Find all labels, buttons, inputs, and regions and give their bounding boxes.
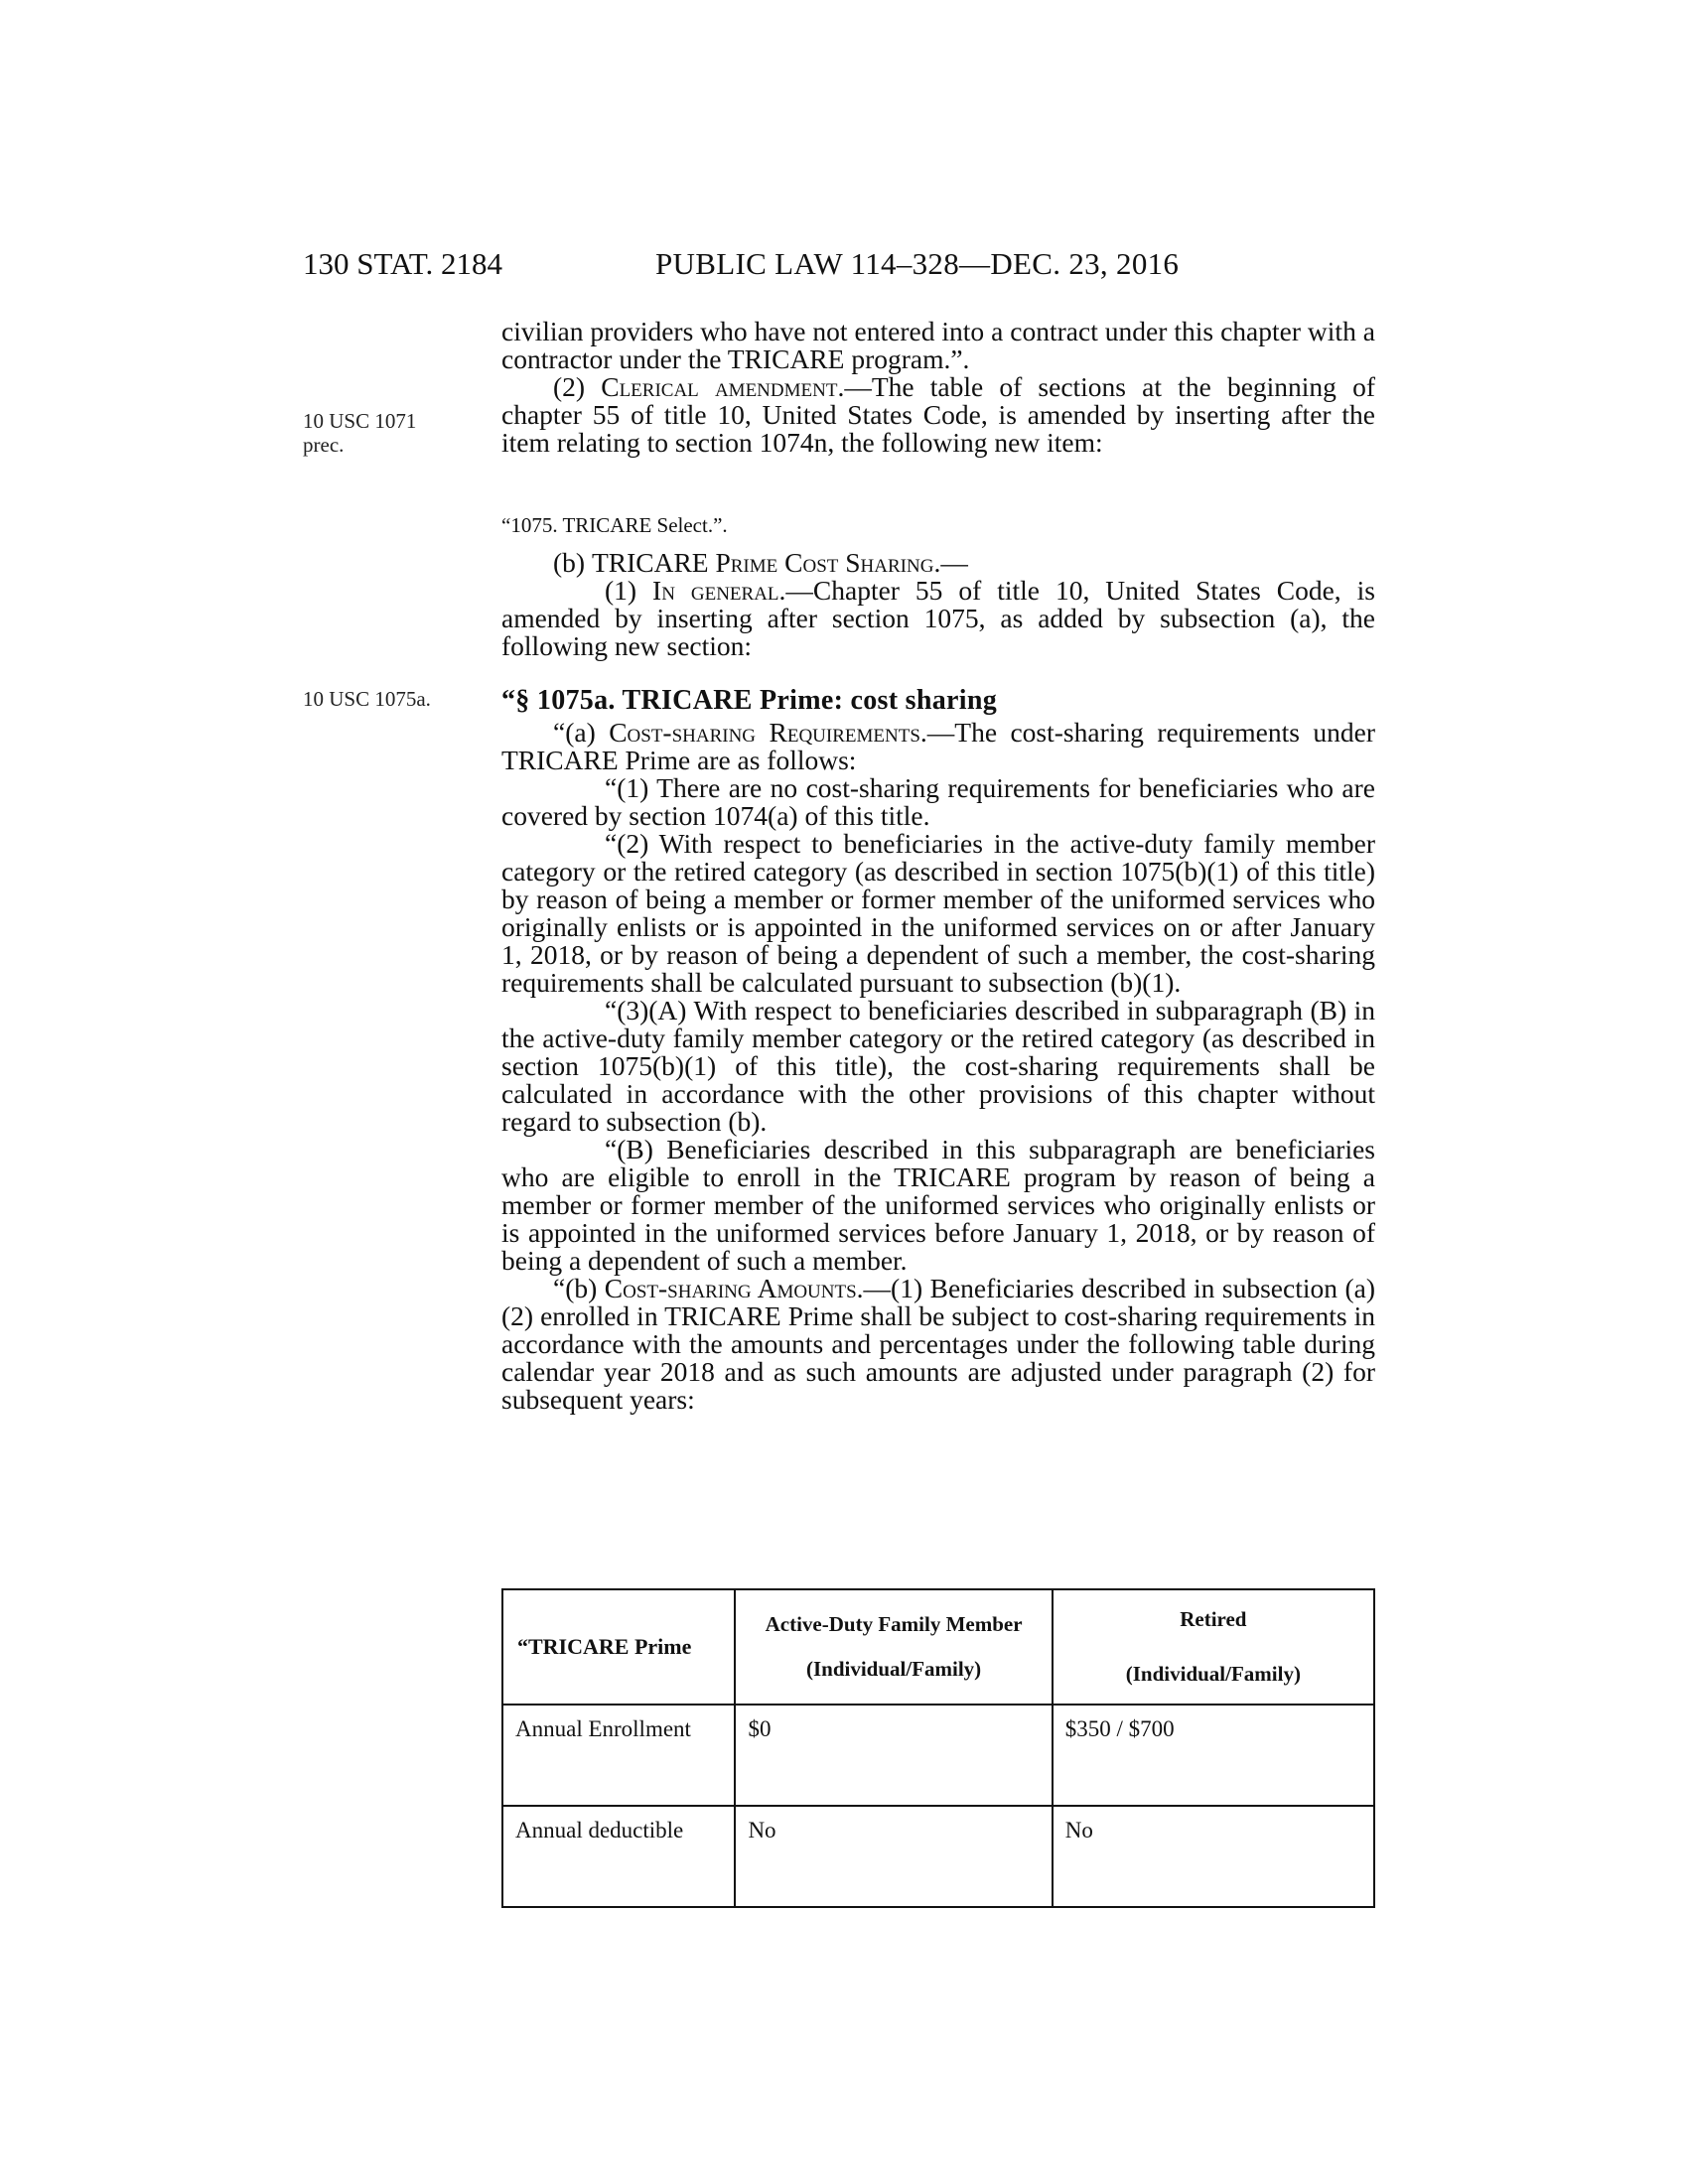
subsection-b-label: TRICARE Prime Cost Sharing [591, 547, 934, 578]
cell-retired-deductible: No [1053, 1806, 1374, 1907]
row-label-annual-deductible: Annual deductible [502, 1806, 735, 1907]
section-1075a-body [501, 719, 1375, 1414]
public-law-title: PUBLIC LAW 114–328—DEC. 23, 2016 [655, 246, 1180, 281]
header-active-duty-family-member: Active-Duty Family Member (Individual/Family) [735, 1589, 1052, 1705]
cell-adfm-enrollment: $0 [735, 1705, 1052, 1806]
subsection-b-heading: (b) TRICARE Prime Cost Sharing.— [553, 547, 968, 578]
paragraph-a1: “(1) There are no cost-sharing requirements for beneficiaries who are covered by section 1074(a) of this title. [501, 772, 1375, 831]
header-retired: Retired (Individual/Family) [1053, 1589, 1374, 1705]
paragraph-a3A: “(3)(A) With respect to beneficiaries described in subparagraph (B) in the active-duty family member category or the retired category (as described in section 1075(b)(1) of this title), the cost-sharing requirements shall be calculated in accordance with the other provisions of this chapter without regard to subsection (b). [501, 995, 1375, 1137]
table-header-row [502, 1589, 1374, 1705]
section-heading-1075a: “§ 1075a. TRICARE Prime: cost sharing [501, 685, 998, 716]
table-row [502, 1705, 1374, 1806]
cost-sharing-amounts-label: Cost-sharing Amounts [604, 1273, 857, 1303]
in-general-label: In general [652, 575, 779, 606]
paragraph-clerical-amendment: (2) Clerical amendment.—The table of sections at the beginning of chapter 55 of title 10, United States Code, is amended by inserting after the item relating to section 1074n, the following new item: [501, 371, 1375, 458]
table-of-sections-item: “1075. TRICARE Select.”. [501, 513, 728, 537]
margin-note-usc-1071: 10 USC 1071 prec. [303, 409, 417, 457]
margin-note-usc-1075a: 10 USC 1075a. [303, 687, 431, 711]
cell-adfm-deductible: No [735, 1806, 1052, 1907]
header-tricare-prime: “TRICARE Prime [502, 1589, 735, 1705]
cell-retired-enrollment: $350 / $700 [1053, 1705, 1374, 1806]
clerical-amendment-label: Clerical amendment [601, 371, 838, 402]
section-block-2 [501, 549, 1375, 660]
section-block-1 [501, 318, 1375, 457]
subsection-b-amounts: “(b) Cost-sharing Amounts.—(1) Beneficiaries described in subsection (a)(2) enrolled in TRICARE Prime shall be subject to cost-sharing requirements in accordance with the amounts and percentages under the following table during calendar year 2018 and as such amounts are adjusted under paragraph (2) for subsequent years: [501, 1273, 1375, 1415]
paragraph-a2: “(2) With respect to beneficiaries in the active-duty family member category or the retired category (as described in section 1075(b)(1) of this title) by reason of being a member or former member of the uniformed services who originally enlists or is appointed in the uniformed services on or after January 1, 2018, or by reason of being a dependent of such a member, the cost-sharing requirements shall be calculated pursuant to subsection (b)(1). [501, 828, 1375, 998]
subsection-a: “(a) Cost-sharing Requirements.—The cost-sharing requirements under TRICARE Prime are as follows: [501, 717, 1375, 775]
paragraph-in-general: (1) In general.—Chapter 55 of title 10, United States Code, is amended by inserting after section 1075, as added by subsection (a), the following new section: [501, 575, 1375, 661]
statute-page-number: 130 STAT. 2184 [303, 246, 503, 281]
page-header [303, 246, 1370, 286]
table-row [502, 1806, 1374, 1907]
row-label-annual-enrollment: Annual Enrollment [502, 1705, 735, 1806]
paragraph-a3B: “(B) Beneficiaries described in this subparagraph are beneficiaries who are eligible to enroll in the TRICARE program by reason of being a member or former member of the uniformed services who originally enlists or is appointed in the uniformed services before January 1, 2018, or by reason of being a dependent of such a member. [501, 1134, 1375, 1276]
cost-sharing-requirements-label: Cost-sharing Requirements [609, 717, 920, 748]
tricare-prime-cost-table [501, 1588, 1375, 1908]
paragraph-continuation: civilian providers who have not entered into a contract under this chapter with a contractor under the TRICARE program.”. [501, 316, 1375, 374]
